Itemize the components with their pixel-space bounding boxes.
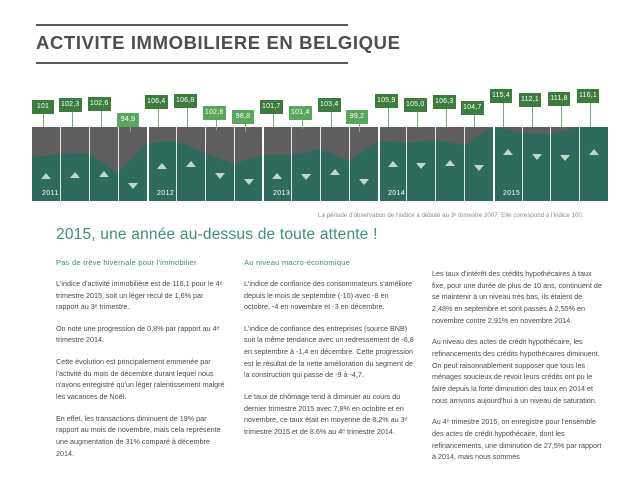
paragraph: Au 4ᵉ trimestre 2015, on enregistre pour l'ensemble des actes de crédit hypothécaire, dont les refinancements, une diminution de 27,5% par rapport à 2014, mais nous sommes — [432, 417, 602, 462]
value-flag: 101,7 — [260, 100, 283, 114]
value-flag: 99,2 — [346, 110, 368, 124]
paragraph: En effet, les transactions diminuent de 19% par rapport au mois de novembre, mais cela représente une augmentation de 31% comparé à décembre 2014. — [56, 413, 221, 458]
page-header — [0, 0, 640, 78]
year-label-2014: 2014 — [388, 190, 406, 197]
value-flag: 106,4 — [145, 95, 168, 109]
column-macro-economique — [244, 258, 414, 473]
paragraph: L'indice de confiance des consommateurs s'améliore depuis le mois de septembre (-10) avec -8 en octobre, -4 en novembre et -3 en décembre. — [244, 278, 413, 312]
paragraph: L'indice d'activité immobilière est de 116,1 pour le 4ᵉ trimestre 2015, soit un léger recul de 1,6% par rapport au 3ᵉ trimestre. — [56, 278, 223, 312]
paragraph: On note une progression de 0,8% par rapport au 4ᵉ trimestre 2014. — [56, 323, 220, 345]
value-flag: 105,9 — [375, 94, 398, 108]
chart-band — [32, 127, 608, 201]
year-label-2013: 2013 — [273, 190, 291, 197]
paragraph: Au niveau des actes de crédit hypothécaire, les refinancements des crédits hypothécaires diminuent. On peut raisonnablement supposer que tous les ménages soucieux de revoir leurs crédits ont pu le faire depuis la forte diminution des taux en 2014 et nous arrivons aujourd'hui à un niveau de saturation. — [432, 337, 600, 405]
value-flag: 105,0 — [404, 98, 427, 112]
chart-footnote: La période d'observation de l'indice a débuté au 3ᵉ trimestre 2007. Elle correspond à l'indice 100. — [318, 212, 584, 219]
column-taux-interet — [432, 258, 602, 473]
year-label-2011: 2011 — [42, 190, 59, 197]
column-heading: Pas de trêve hivernale pour l'immobilier — [56, 258, 197, 267]
activity-index-chart — [0, 84, 640, 210]
value-flag: 112,1 — [519, 93, 541, 107]
value-flag: 101,4 — [289, 106, 312, 120]
value-flag: 106,8 — [174, 94, 197, 108]
header-divider-top — [36, 24, 348, 26]
paragraph: L'indice de confiance des entreprises (source BNB) suit la même tendance avec un redressement de -6,8 en septembre à -1,4 en décembre. Cette progression est le résultat de la nette amélioration du segment de la construction qui passe de -9 à -4,7. — [244, 323, 414, 380]
paragraph: Cette évolution est principalement emmenée par l'activité du mois de décembre durant lequel nous n'avons enregistré qu'un léger ralentissement malgré les vacances de Noël. — [56, 357, 225, 402]
paragraph: Les taux d'intérêt des crédits hypothécaires à taux fixe, pour une durée de plus de 10 ans, continuent de se maintenir à un niveau très bas, ils étaient de 2,48% en septembre et sont passés à 2,55% en novembre contre 2,91% en novembre 2014. — [432, 269, 602, 325]
section-headline: 2015, une année au-dessus de toute attente ! — [56, 226, 378, 243]
value-flag: 102,6 — [88, 97, 111, 111]
value-flag: 102,8 — [203, 106, 226, 120]
value-flag: 116,1 — [577, 89, 599, 103]
article-columns — [56, 258, 604, 473]
value-flag: 102,3 — [59, 98, 82, 112]
column-immobilier — [56, 258, 226, 473]
column-heading: Au niveau macro-économique — [244, 258, 351, 267]
value-flag: 106,3 — [433, 95, 456, 109]
value-flag: 98,8 — [232, 110, 254, 124]
value-flag: 94,9 — [117, 113, 139, 127]
value-flag: 103,4 — [318, 98, 341, 112]
value-flag: 111,8 — [548, 92, 570, 106]
value-flag: 104,7 — [461, 101, 484, 115]
paragraph: Le taux de chômage tend à diminuer au cours du dernier trimestre 2015 avec 7,8% en octobre et en novembre, ce taux était en moyenne de 8,2% au 3ᵉ trimestre 2015 et de 8.6% au 4ᵉ trimestre 2014. — [244, 392, 408, 437]
page-title: ACTIVITE IMMOBILIERE EN BELGIQUE — [36, 32, 401, 53]
year-label-2015: 2015 — [503, 190, 521, 197]
header-divider-bottom — [36, 62, 348, 64]
value-flag: 101 — [32, 100, 54, 114]
year-label-2012: 2012 — [157, 190, 175, 197]
value-flag: 115,4 — [490, 89, 512, 103]
